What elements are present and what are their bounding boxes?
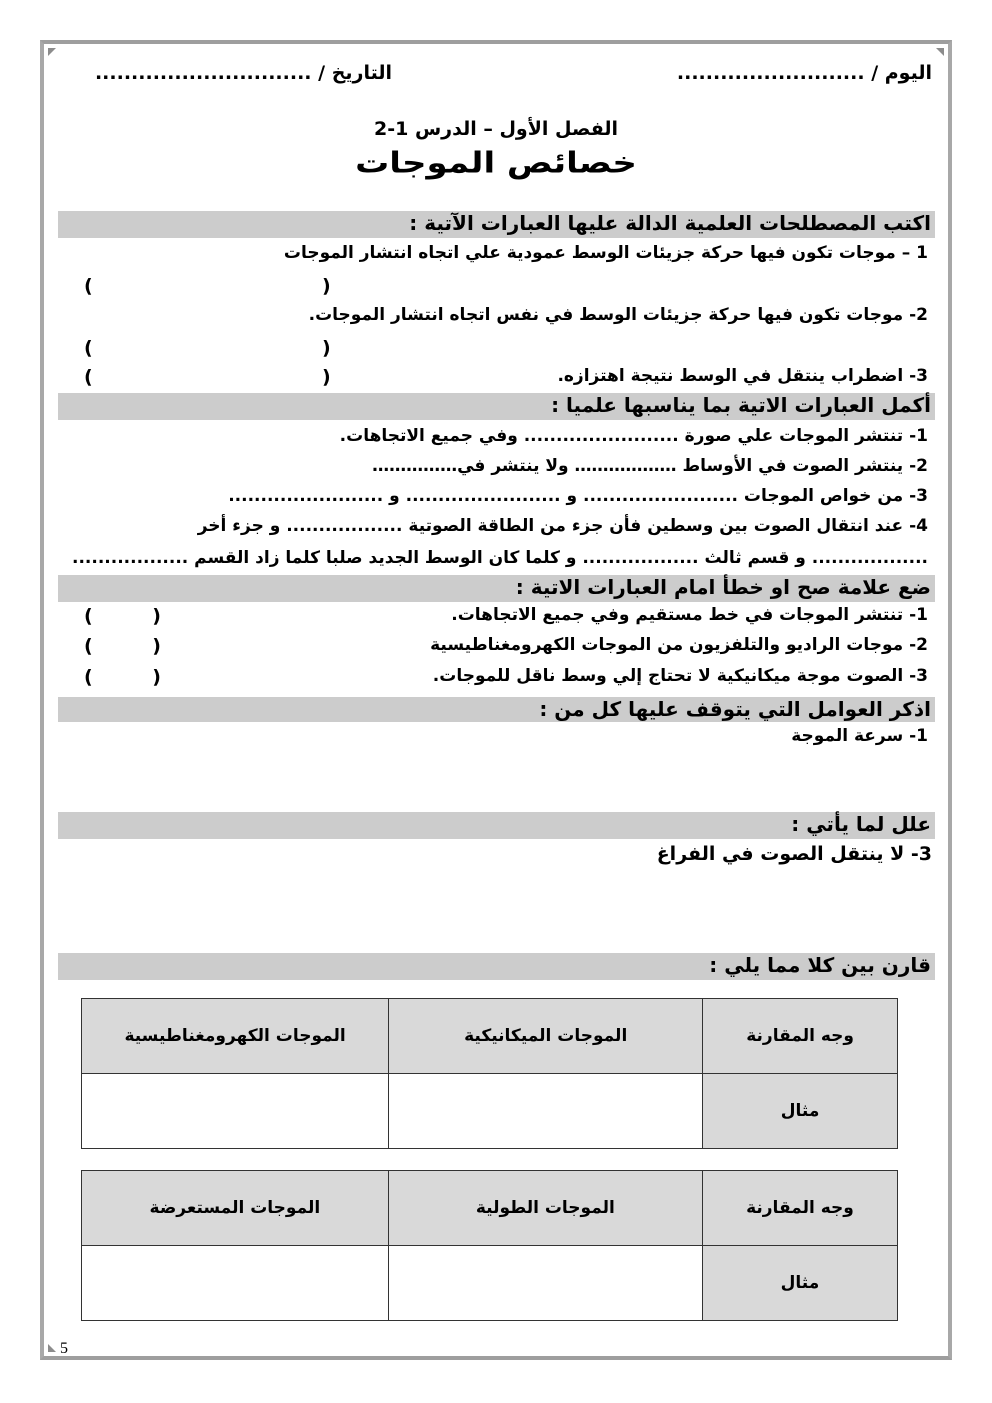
table-answer-cell[interactable] bbox=[82, 1074, 389, 1149]
section-heading-text: اكتب المصطلحات العلمية الدالة عليها العبارات الآتية : bbox=[409, 211, 931, 235]
day-label: اليوم / bbox=[871, 62, 932, 84]
table-row bbox=[82, 1074, 898, 1149]
tf-answer-box[interactable]: ( ) bbox=[84, 635, 161, 657]
comparison-table-longitudinal-transverse bbox=[81, 1170, 898, 1321]
table-answer-cell[interactable] bbox=[388, 1246, 702, 1321]
table-header-cell: الموجات الميكانيكية bbox=[389, 999, 703, 1074]
date-label: التاريخ / bbox=[318, 62, 392, 84]
section-heading-text: قارن بين كلا مما يلي : bbox=[709, 953, 931, 977]
table-header-row bbox=[82, 999, 898, 1074]
true-false-item: 3- الصوت موجة ميكانيكية لا تحتاج إلي وسط ناقل للموجات. bbox=[432, 666, 928, 686]
factor-item: 1- سرعة الموجة bbox=[791, 726, 928, 746]
section-heading-reasons bbox=[58, 812, 935, 839]
term-item: 3- اضطراب ينتقل في الوسط نتيجة اهتزازه. bbox=[557, 366, 928, 386]
comparison-table-mechanical-em bbox=[81, 998, 898, 1149]
section-heading-text: أكمل العبارات الاتية بما يناسبها علميا : bbox=[551, 393, 931, 417]
term-item: 1 – موجات تكون فيها حركة جزيئات الوسط عمودية علي اتجاه انتشار الموجات bbox=[283, 243, 928, 263]
section-heading-factors bbox=[58, 697, 935, 722]
date-field bbox=[95, 62, 392, 84]
table-header-cell: الموجات الكهرومغناطيسية bbox=[82, 999, 389, 1074]
answer-paren-open: ( bbox=[84, 366, 93, 388]
answer-paren-open: ( bbox=[84, 337, 93, 359]
chapter-lesson: الفصل الأول – الدرس 1-2 bbox=[373, 118, 619, 140]
date-blank[interactable]: .............................. bbox=[94, 62, 312, 84]
section-heading-terms bbox=[58, 211, 935, 238]
term-item: 2- موجات تكون فيها حركة جزيئات الوسط في نفس اتجاه انتشار الموجات. bbox=[308, 305, 928, 325]
answer-paren-close[interactable]: ) bbox=[322, 337, 331, 359]
complete-item[interactable]: 4- عند انتقال الصوت بين وسطين فأن جزء من الطاقة الصوتية .................. و جزء أخر bbox=[197, 516, 928, 536]
answer-paren-close[interactable]: ) bbox=[322, 366, 331, 388]
page-number: 5 bbox=[60, 1340, 68, 1357]
corner-mark bbox=[48, 48, 56, 56]
section-heading-true-false bbox=[58, 575, 935, 602]
true-false-item: 2- موجات الراديو والتلفزيون من الموجات الكهرومغناطيسية bbox=[430, 635, 928, 655]
section-heading-text: ضع علامة صح او خطأ امام العبارات الاتية : bbox=[515, 575, 931, 599]
corner-mark bbox=[936, 48, 944, 56]
tf-answer-box[interactable]: ( ) bbox=[84, 666, 161, 688]
page-title: خصائص الموجات bbox=[355, 146, 637, 180]
section-heading-compare bbox=[58, 953, 935, 980]
complete-item[interactable]: 2- ينتشر الصوت في الأوساط ……………… ولا ينتشر في…………… bbox=[372, 456, 928, 476]
section-heading-text: اذكر العوامل التي يتوقف عليها كل من : bbox=[539, 697, 931, 721]
table-header-cell: الموجات الطولية bbox=[388, 1171, 702, 1246]
section-heading-complete bbox=[58, 393, 935, 420]
reason-item: 3- لا ينتقل الصوت في الفراغ bbox=[656, 843, 932, 865]
complete-item[interactable]: 3- من خواص الموجات ........................ و ........................ و ........................ bbox=[228, 486, 928, 506]
true-false-item: 1- تنتشر الموجات في خط مستقيم وفي جميع الاتجاهات. bbox=[451, 605, 928, 625]
table-answer-cell[interactable] bbox=[389, 1074, 703, 1149]
answer-paren-close[interactable]: ) bbox=[322, 275, 331, 297]
table-header-cell: وجه المقارنة bbox=[703, 999, 898, 1074]
table-row-label: مثال bbox=[703, 1074, 898, 1149]
complete-item[interactable]: 1- تنتشر الموجات علي صورة ........................ وفي جميع الاتجاهات. bbox=[339, 426, 928, 446]
table-header-cell: وجه المقارنة bbox=[702, 1171, 897, 1246]
table-row bbox=[82, 1246, 898, 1321]
answer-paren-open: ( bbox=[84, 275, 93, 297]
tf-answer-box[interactable]: ( ) bbox=[84, 605, 161, 627]
day-blank[interactable]: .......................... bbox=[676, 62, 865, 84]
table-row-label: مثال bbox=[702, 1246, 897, 1321]
section-heading-text: علل لما يأتي : bbox=[791, 812, 931, 836]
table-header-row bbox=[82, 1171, 898, 1246]
corner-mark bbox=[48, 1344, 56, 1352]
table-header-cell: الموجات المستعرضة bbox=[82, 1171, 389, 1246]
table-answer-cell[interactable] bbox=[82, 1246, 389, 1321]
complete-item[interactable]: .................. و قسم ثالث .................. و كلما كان الوسط الجديد صلبا كلما زاد القسم .................. bbox=[71, 548, 928, 568]
day-field bbox=[677, 62, 932, 84]
